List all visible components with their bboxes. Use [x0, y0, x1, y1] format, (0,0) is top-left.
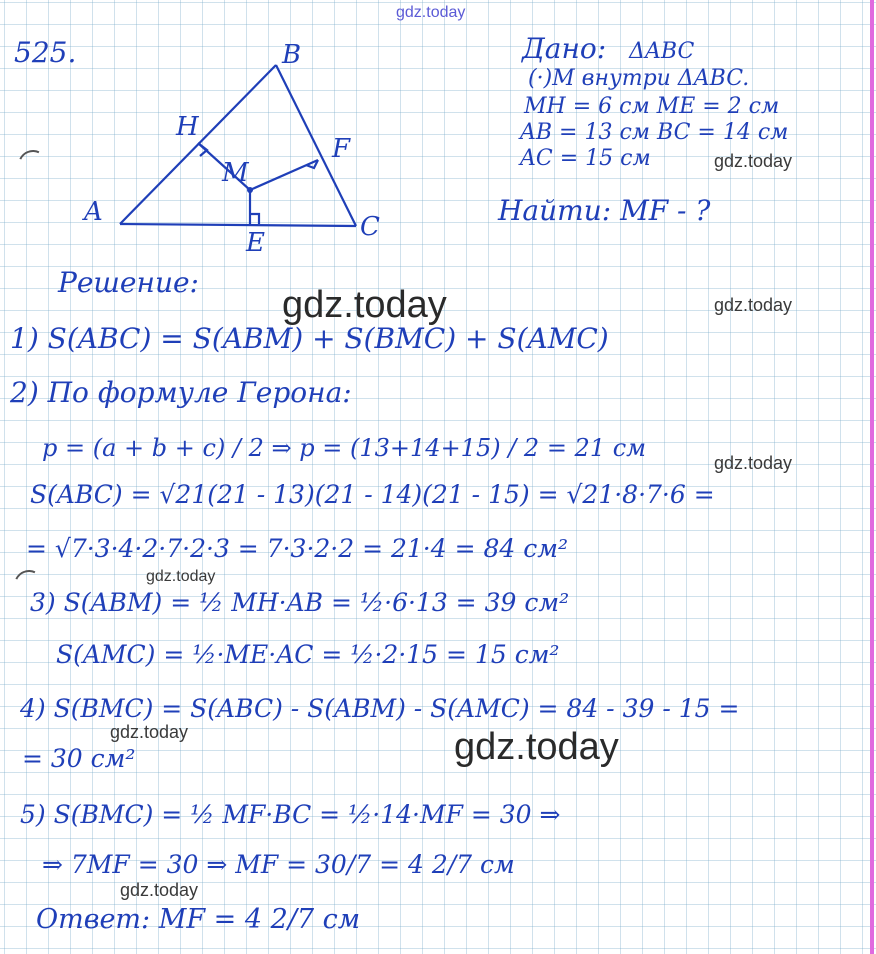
given-triangle: ΔABC — [629, 39, 695, 64]
given-line: AB = 13 см BC = 14 см — [520, 120, 789, 145]
step-5a: 5) S(BMC) = ½ MF·BC = ½·14·MF = 30 ⇒ — [20, 800, 561, 829]
step-4a: 4) S(BMC) = S(ABC) - S(ABM) - S(AMC) = 84 - 39 - 15 = — [20, 694, 740, 723]
label-f: F — [332, 134, 351, 164]
label-a: A — [84, 197, 103, 227]
step-4b: = 30 см² — [22, 744, 136, 773]
watermark: gdz.today — [714, 453, 793, 473]
given-title — [522, 32, 694, 65]
semi-perimeter: p = (a + b + c) / 2 ⇒ p = (13+14+15) / 2 = 21 см — [42, 434, 647, 462]
problem-number: 525. — [14, 36, 77, 69]
watermark-large: gdz.today — [282, 284, 447, 326]
solution-title: Решение: — [58, 266, 199, 299]
label-m: M — [222, 158, 249, 188]
label-c: C — [360, 212, 380, 242]
watermark: gdz.today — [714, 295, 793, 315]
right-angle-mark — [198, 143, 207, 156]
watermark-large: gdz.today — [454, 726, 619, 768]
label-h: H — [176, 112, 199, 142]
side-ac — [120, 224, 356, 226]
watermark: gdz.today — [714, 151, 793, 171]
step-3a: 3) S(ABM) = ½ MH·AB = ½·6·13 = 39 см² — [30, 588, 570, 617]
watermark: gdz.today — [146, 568, 216, 585]
answer: Ответ: MF = 4 2/7 см — [36, 904, 361, 935]
right-angle-mark — [250, 214, 259, 224]
side-ab — [120, 65, 276, 224]
step-2: 2) По формуле Герона: — [10, 376, 352, 409]
watermark-top: gdz.today — [396, 4, 466, 21]
heron-line-2: = √7·3·4·2·7·2·3 = 7·3·2·2 = 21·4 = 84 см² — [26, 534, 569, 563]
step-1: 1) S(ABC) = S(ABM) + S(BMC) + S(AMC) — [10, 322, 609, 355]
step-5b: ⇒ 7MF = 30 ⇒ MF = 30/7 = 4 2/7 см — [42, 850, 515, 879]
given-line: AC = 15 см — [520, 146, 651, 171]
given-line: MH = 6 см ME = 2 см — [524, 94, 780, 119]
find: Найти: MF - ? — [498, 194, 711, 227]
step-3b: S(AMC) = ½·ME·AC = ½·2·15 = 15 см² — [56, 640, 560, 669]
perp-mf — [250, 160, 318, 190]
watermark: gdz.today — [110, 722, 189, 742]
watermark: gdz.today — [120, 880, 199, 900]
given-line: (·)M внутри ΔABC. — [528, 66, 750, 91]
given-label: Дано: — [522, 32, 607, 65]
heron-line-1: S(ABC) = √21(21 - 13)(21 - 14)(21 - 15) = √21·8·7·6 = — [30, 480, 715, 509]
label-b: B — [282, 40, 302, 70]
label-e: E — [246, 228, 265, 258]
